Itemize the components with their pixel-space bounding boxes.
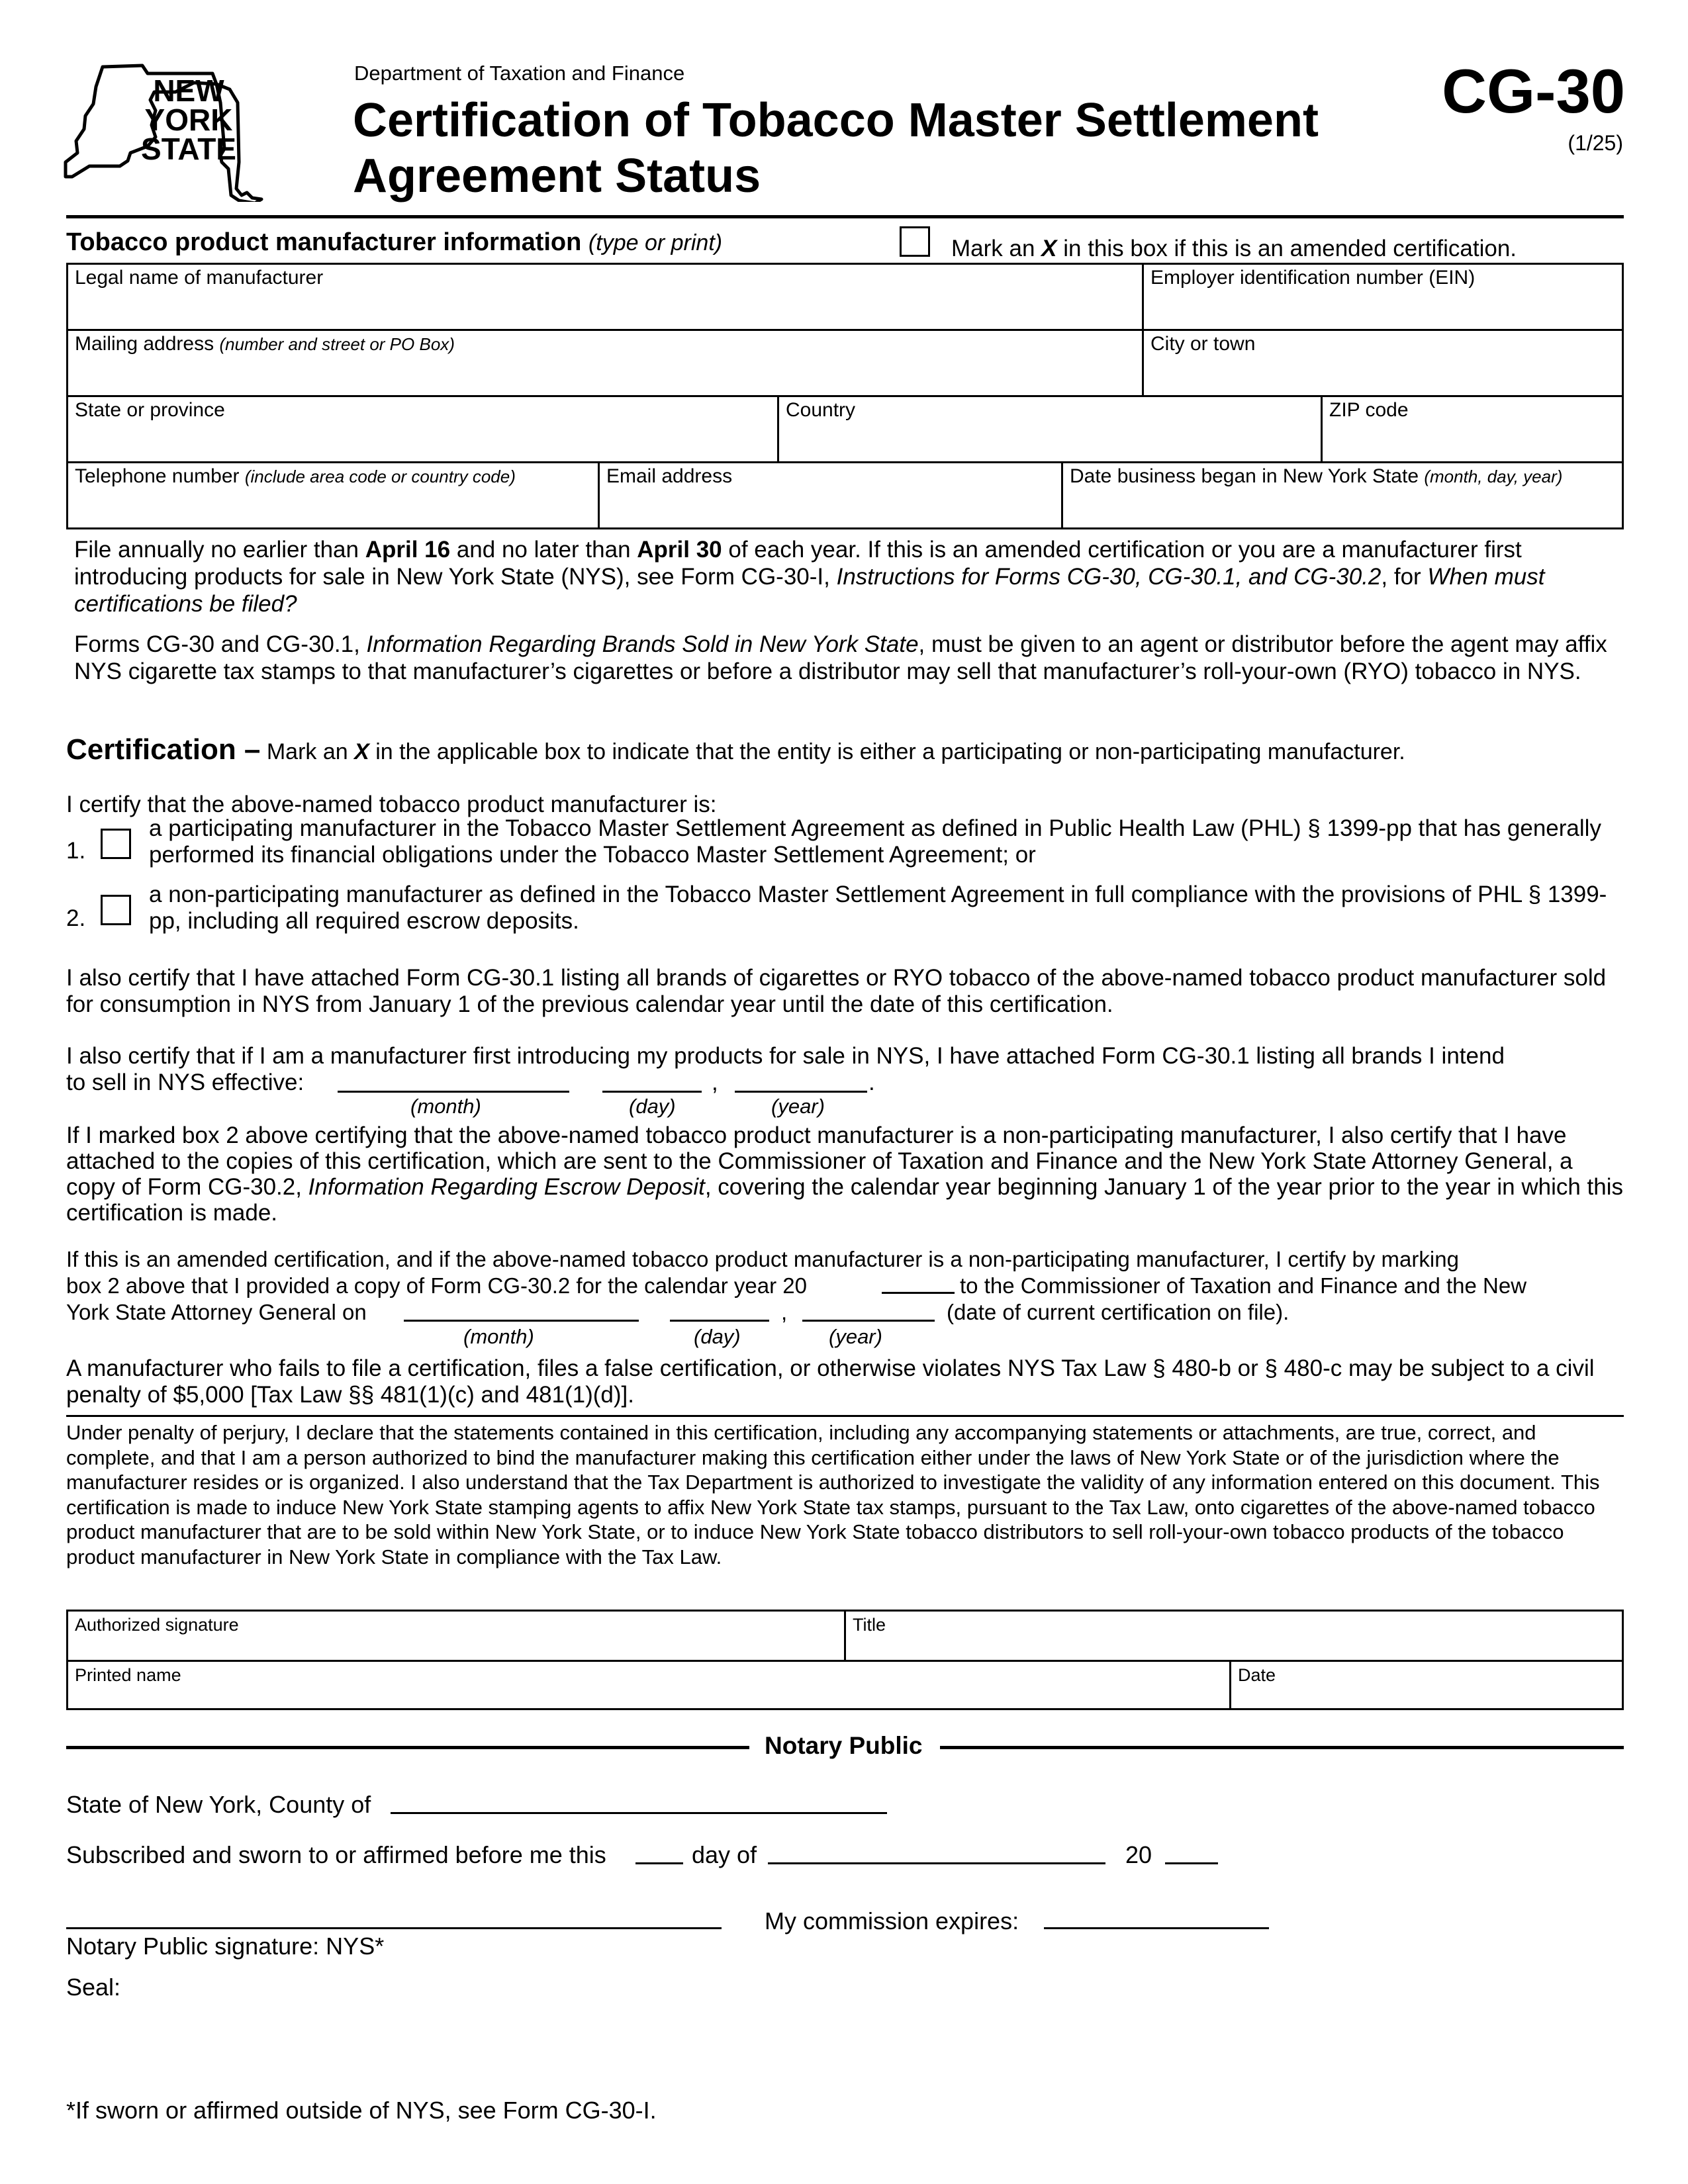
- authorized-signature-field[interactable]: [68, 1612, 846, 1662]
- county-input[interactable]: [391, 1812, 887, 1814]
- printed-name-label: Printed name: [75, 1665, 181, 1685]
- ein-field[interactable]: [1144, 265, 1622, 331]
- effective-year-input[interactable]: [735, 1091, 867, 1093]
- effective-month-caption: (month): [410, 1095, 481, 1118]
- amended-label-post: in this box if this is an amended certification.: [1056, 236, 1517, 261]
- notary-signature-input[interactable]: [66, 1927, 722, 1929]
- header-rule: [66, 215, 1624, 218]
- attorney-general-day-caption: (day): [694, 1325, 741, 1348]
- effective-day-input[interactable]: [602, 1091, 702, 1093]
- also-certify-first-intro-line2: to sell in NYS effective:: [66, 1069, 305, 1095]
- amended-certification-checkbox[interactable]: [900, 226, 930, 257]
- attorney-general-month-caption: (month): [463, 1325, 534, 1348]
- option2-text: a non-participating manufacturer as defined in the Tobacco Master Settlement Agreement in full compliance with the provisions of PHL § 1399-pp, including all required escrow deposits.: [149, 882, 1607, 934]
- effective-year-caption: (year): [771, 1095, 825, 1118]
- perjury-rule: [66, 1415, 1624, 1417]
- manufacturer-heading-text: Tobacco product manufacturer information: [66, 228, 582, 256]
- email-field[interactable]: [600, 463, 1063, 527]
- signature-grid: [66, 1610, 1624, 1710]
- sworn-day-input[interactable]: [635, 1862, 683, 1864]
- commission-expires-input[interactable]: [1044, 1927, 1269, 1929]
- perjury-declaration: Under penalty of perjury, I declare that the statements contained in this certification, including any accompanying statements or attachments, are true, correct, and complete, and that I am a person authorized to bind the manufacturer making this certification either under the laws of New York State or of the jurisdiction where the manufacturer resides or is organized. I also understand that the Tax Department is authorized to investigate the validity of any information entered on this document. This certification is made to induce New York State stamping agents to affix New York State tax stamps, pursuant to the Tax Law, onto cigarettes of the above-named tobacco product manufacturer that are to be sold within New York State, or to induce New York State tobacco distributors to sell roll-your-own tobacco products of the tobacco product manufacturer in New York State in compliance with the Tax Law.: [66, 1421, 1600, 1569]
- ein-label: Employer identification number (EIN): [1150, 267, 1476, 289]
- notary-rule-left: [66, 1746, 749, 1749]
- amended-label-pre: Mark an: [951, 236, 1042, 261]
- date-began-label: Date business began in New York State (month, day, year): [1070, 465, 1563, 487]
- attorney-general-day-input[interactable]: [670, 1320, 769, 1322]
- date-field[interactable]: [1231, 1662, 1622, 1708]
- participating-manufacturer-checkbox[interactable]: [101, 829, 131, 859]
- authorized-signature-label: Authorized signature: [75, 1615, 239, 1635]
- option1-text: a participating manufacturer in the Tobacco Master Settlement Agreement as defined in Public Health Law (PHL) § 1399-pp that has generally performed its financial obligations under the Tobacco Master Settlement Agreement; or: [149, 815, 1601, 868]
- seal-label: Seal:: [66, 1974, 121, 2001]
- form-title-line1: Certification of Tobacco Master Settlement: [353, 94, 1319, 147]
- notary-heading: Notary Public: [765, 1732, 923, 1759]
- manufacturer-section-heading: [66, 228, 722, 257]
- certification-heading-text: Certification –: [66, 733, 261, 766]
- new-york-state-logo: [63, 63, 295, 202]
- effective-date-period: .: [868, 1069, 875, 1095]
- title-label: Title: [853, 1615, 886, 1635]
- city-field[interactable]: [1144, 331, 1622, 397]
- amended-certification-label: [951, 236, 1517, 262]
- attorney-general-year-input[interactable]: [802, 1320, 935, 1322]
- legal-name-field[interactable]: [68, 265, 1144, 331]
- manufacturer-info-grid: [66, 263, 1624, 529]
- filing-info: [74, 536, 1610, 685]
- attorney-general-year-caption: (year): [829, 1325, 882, 1348]
- country-label: Country: [786, 399, 856, 421]
- form-revision: (1/25): [1568, 131, 1623, 155]
- form-title: [353, 93, 1319, 204]
- amended-cert-line3b: (date of current certification on file).: [947, 1300, 1289, 1324]
- amended-cert-line2a: box 2 above that I provided a copy of Form CG-30.2 for the calendar year 20: [66, 1273, 807, 1298]
- certification-heading: Certification – Mark an X in the applicable box to indicate that the entity is either a participating or non-participating manufacturer.: [66, 733, 1405, 766]
- forms-given-paragraph: Forms CG-30 and CG-30.1, Information Regarding Brands Sold in New York State, must be given to an agent or distributor before the agent may affix NYS cigarette tax stamps to that manufacturer’s cigarettes or before a distributor may sell that manufacturer’s roll-your-own (RYO) tobacco in NYS.: [74, 631, 1607, 684]
- zip-field[interactable]: [1323, 397, 1622, 463]
- printed-name-field[interactable]: [68, 1662, 1231, 1708]
- sworn-label: Subscribed and sworn to or affirmed before me this: [66, 1841, 606, 1868]
- state-label: State or province: [75, 399, 225, 421]
- amended-cert-line1: If this is an amended certification, and if the above-named tobacco product manufacturer is a non-participating manufacturer, I certify by marking: [66, 1247, 1459, 1271]
- attorney-general-comma: ,: [781, 1300, 788, 1324]
- amended-cert-line3a: York State Attorney General on: [66, 1300, 367, 1324]
- sworn-month-input[interactable]: [768, 1862, 1105, 1864]
- box2-escrow-paragraph: If I marked box 2 above certifying that the above-named tobacco product manufacturer is a non-participating manufacturer, I also certify that I have attached to the copies of this certification, which are sent to the Commissioner of Taxation and Finance and the New York State Attorney General, a copy of Form CG-30.2, Information Regarding Escrow Deposit, covering the calendar year beginning January 1 of the year prior to the year in which this certification is made.: [66, 1122, 1624, 1226]
- option2-number: 2.: [66, 905, 86, 931]
- filing-deadline-paragraph: File annually no earlier than April 16 and no later than April 30 of each year. If this is an amended certification or you are a manufacturer first introducing products for sale in New York State (NYS), see Form CG-30-I, Instructions for Forms CG-30, CG-30.1, and CG-30.2, for When must certifications be filed?: [74, 537, 1545, 617]
- manufacturer-heading-note: (type or print): [588, 230, 723, 255]
- sworn-year-prefix: 20: [1125, 1841, 1152, 1868]
- notary-signature-label: Notary Public signature: NYS*: [66, 1933, 385, 1960]
- notary-rule-right: [940, 1746, 1624, 1749]
- mailing-address-label: Mailing address (number and street or PO Box): [75, 333, 455, 355]
- state-field[interactable]: [68, 397, 779, 463]
- country-field[interactable]: [779, 397, 1323, 463]
- sworn-day-of-label: day of: [692, 1841, 757, 1868]
- commission-label: My commission expires:: [765, 1907, 1019, 1934]
- title-field[interactable]: [846, 1612, 1622, 1662]
- footnote: *If sworn or affirmed outside of NYS, see Form CG-30-I.: [66, 2097, 657, 2124]
- email-label: Email address: [606, 465, 733, 487]
- calendar-year-input[interactable]: [882, 1292, 955, 1294]
- option1-number: 1.: [66, 838, 86, 864]
- form-number: CG-30: [1442, 56, 1625, 126]
- also-certify-attached: I also certify that I have attached Form CG-30.1 listing all brands of cigarettes or RYO tobacco of the above-named tobacco product manufacturer sold for consumption in NYS from January 1 of the previous calendar year until the date of this certification.: [66, 965, 1607, 1017]
- telephone-label: Telephone number (include area code or country code): [75, 465, 516, 487]
- sworn-year-input[interactable]: [1165, 1862, 1218, 1864]
- effective-month-input[interactable]: [338, 1091, 569, 1093]
- legal-name-label: Legal name of manufacturer: [75, 267, 324, 289]
- form-title-line2: Agreement Status: [353, 150, 761, 203]
- civil-penalty-paragraph: A manufacturer who fails to file a certification, files a false certification, or otherwise violates NYS Tax Law § 480-b or § 480-c may be subject to a civil penalty of $5,000 [Tax Law §§ 481(1)(c) and 481(1)(d)].: [66, 1355, 1595, 1408]
- telephone-field[interactable]: [68, 463, 600, 527]
- date-label: Date: [1238, 1665, 1276, 1685]
- also-certify-first-intro-line1: I also certify that if I am a manufacturer first introducing my products for sale in NYS, I have attached Form CG-30.1 listing all brands I intend: [66, 1043, 1505, 1069]
- certify-intro: I certify that the above-named tobacco product manufacturer is:: [66, 792, 717, 817]
- county-label: State of New York, County of: [66, 1791, 371, 1818]
- city-label: City or town: [1150, 333, 1256, 355]
- zip-label: ZIP code: [1329, 399, 1409, 421]
- logo-text-york: YORK: [144, 103, 233, 137]
- amended-cert-line2b: to the Commissioner of Taxation and Finance and the New: [960, 1273, 1527, 1298]
- logo-text-new: NEW: [153, 73, 224, 108]
- date-began-field[interactable]: [1063, 463, 1622, 527]
- department-name: Department of Taxation and Finance: [354, 62, 685, 85]
- effective-day-caption: (day): [629, 1095, 676, 1118]
- attorney-general-month-input[interactable]: [404, 1320, 639, 1322]
- logo-text-state: STATE: [141, 132, 236, 166]
- mailing-address-field[interactable]: [68, 331, 1144, 397]
- non-participating-manufacturer-checkbox[interactable]: [101, 895, 131, 925]
- amended-label-x: X: [1041, 236, 1057, 261]
- effective-date-comma: ,: [712, 1069, 718, 1095]
